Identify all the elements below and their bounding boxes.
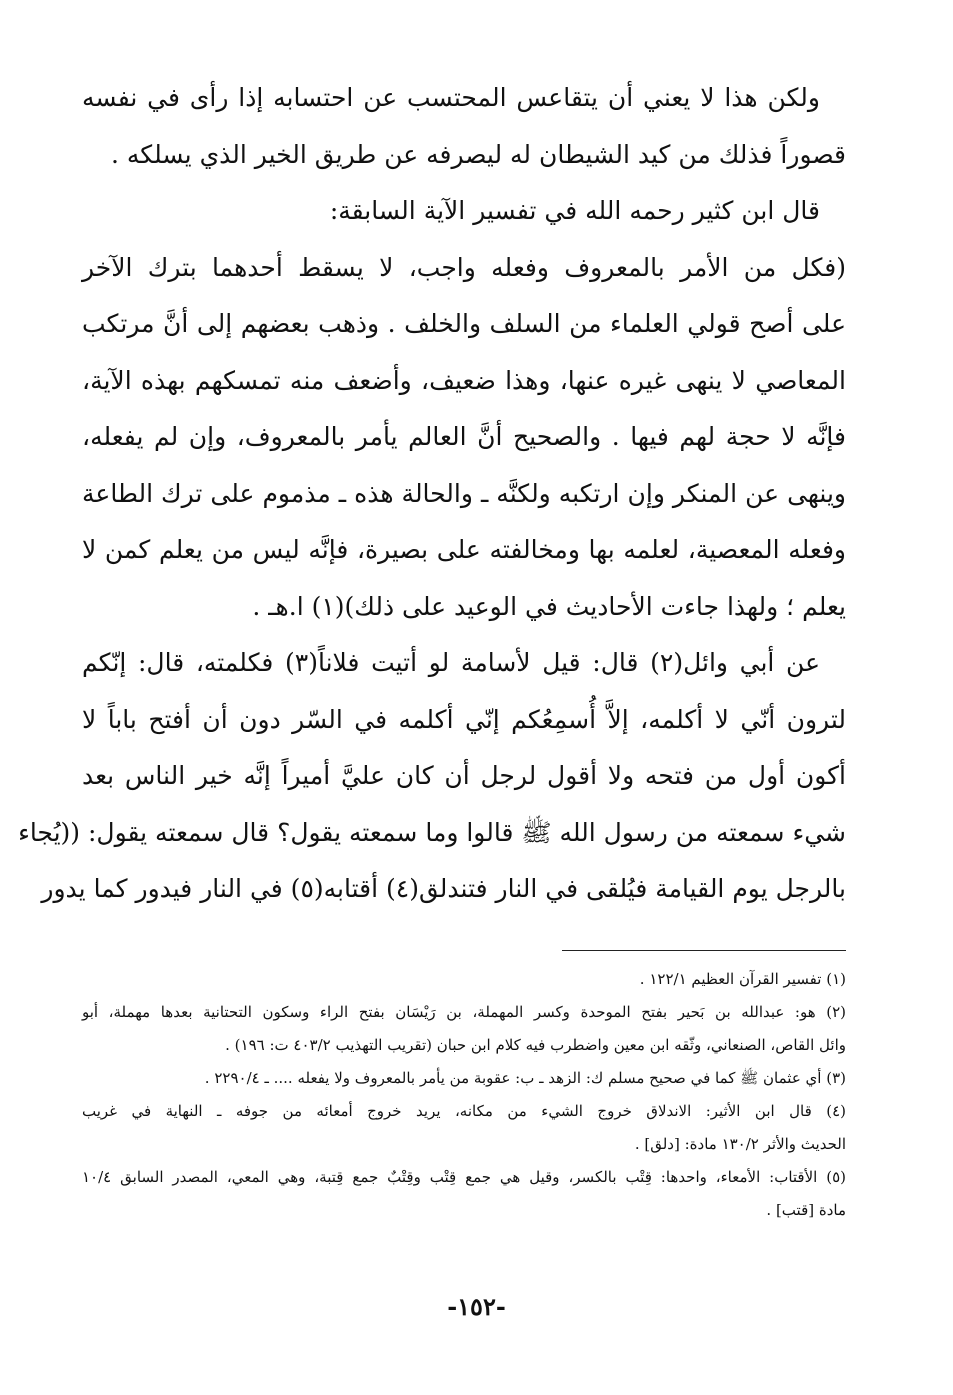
text-line: يعلم ؛ ولهذا جاءت الأحاديث في الوعيد على ذلك)(١) ا.هـ .: [252, 591, 846, 621]
footnote-line: (٤) قال ابن الأثير: الاندلاق خروج الشيء من مكانه، يريد خروج أمعائه من جوفه ـ النهاية في غريب: [82, 1102, 846, 1120]
footnote-line: مادة [قتب] .: [766, 1201, 846, 1219]
text-line: وفعله المعصية، لعلمه بها ومخالفته على بصيرة، فإنَّه ليس من يعلم كمن لا: [82, 535, 846, 564]
body-text: [18, 70, 846, 918]
paragraph-quote: [82, 240, 846, 636]
document-page: [18, 70, 846, 1219]
footnote-1: [82, 963, 846, 996]
text-line: شيء سمعته من رسول الله ﷺ قالوا وما سمعته يقول؟ قال سمعته يقول: ((يُجاء: [18, 817, 846, 847]
text-line: فإنَّه لا حجة لهم فيها . والصحيح أنَّ العالم يأمر بالمعروف، وإن لم يفعله،: [82, 422, 846, 451]
footnote-separator: [562, 950, 846, 951]
text-line: المعاصي لا ينهى غيره عنها، وهذا ضعيف، وأضعف منه تمسكهم بهذه الآية،: [82, 365, 846, 395]
footnote-2: [82, 996, 846, 1062]
text-line: أكون أول من فتحه ولا أقول لرجل أن كان عليَّ أميراً إنَّه خير الناس بعد: [82, 761, 846, 790]
paragraph-hadith: [18, 635, 846, 918]
text-line: قصوراً فذلك من كيد الشيطان له ليصرفه عن طريق الخير الذي يسلكه .: [110, 139, 846, 169]
footnote-line: (٣) أي عثمان ﷺ كما في صحيح مسلم ك: الزهد ـ ب: عقوبة من يأمر بالمعروف ولا يفعله .... ـ ٢٢٩٠/٤ .: [204, 1069, 846, 1087]
text-line: لترون أنّي لا أكلمه، إلاَّ أُسمِعُكم إنّي أكلمه في السّر دون أن أفتح باباً لا: [82, 704, 846, 734]
footnote-line: الحديث والأثر ١٣٠/٢ مادة: [دلق] .: [634, 1135, 846, 1153]
text-line: وينهى عن المنكر وإن ارتكبه ولكنَّه ـ والحالة هذه ـ مذموم على ترك الطاعة: [82, 478, 846, 508]
footnote-line: (٢) هو: عبدالله بن بَحير بفتح الموحدة وكسر المهملة، بن رَيْسَان بفتح الراء وسكون التحتانية بعدها مهملة، أبو: [82, 1003, 846, 1021]
footnote-line: (٥) الأقتاب: الأمعاء، واحدها: قِتْب بالكسر، وقيل هي جمع قِتْب وقِتْبٌ جمع قِتبة، وهي المعي، المصدر السابق ١٠/٤: [82, 1168, 846, 1186]
paragraph-citation-intro: [82, 183, 846, 240]
footnote-4: [82, 1095, 846, 1161]
page-number: -١٥٢-: [447, 1292, 506, 1321]
text-line: (فكل من الأمر بالمعروف وفعله واجب، لا يسقط أحدهما بترك الآخر: [82, 252, 846, 282]
footnote-5: [82, 1161, 846, 1227]
paragraph-intro: [82, 70, 846, 183]
footnote-line: وائل القاص، الصنعاني، وثّقه ابن معين واضطرب فيه كلام ابن حبان (تقريب التهذيب ٤٠٣/٢ ت: ١٩٦) .: [225, 1036, 846, 1054]
text-line: عن أبي وائل(٢) قال: قيل لأسامة لو أتيت فلاناً(٣) فكلمته، قال: إنّكم: [82, 648, 820, 677]
footnotes: [82, 963, 846, 1227]
footnote-3: [82, 1062, 846, 1095]
text-line: ولكن هذا لا يعني أن يتقاعس المحتسب عن احتسابه إذا رأى في نفسه: [82, 83, 820, 112]
text-line: بالرجل يوم القيامة فيُلقى في النار فتندلق(٤) أقتابه(٥) في النار فيدور كما يدور: [41, 874, 846, 903]
footnote-line: (١) تفسير القرآن العظيم ١٢٢/١ .: [639, 970, 846, 988]
text-line: قال ابن كثير رحمه الله في تفسير الآية السابقة:: [329, 196, 820, 225]
text-line: على أصح قولي العلماء من السلف والخلف . وذهب بعضهم إلى أنَّ مرتكب: [82, 309, 846, 338]
